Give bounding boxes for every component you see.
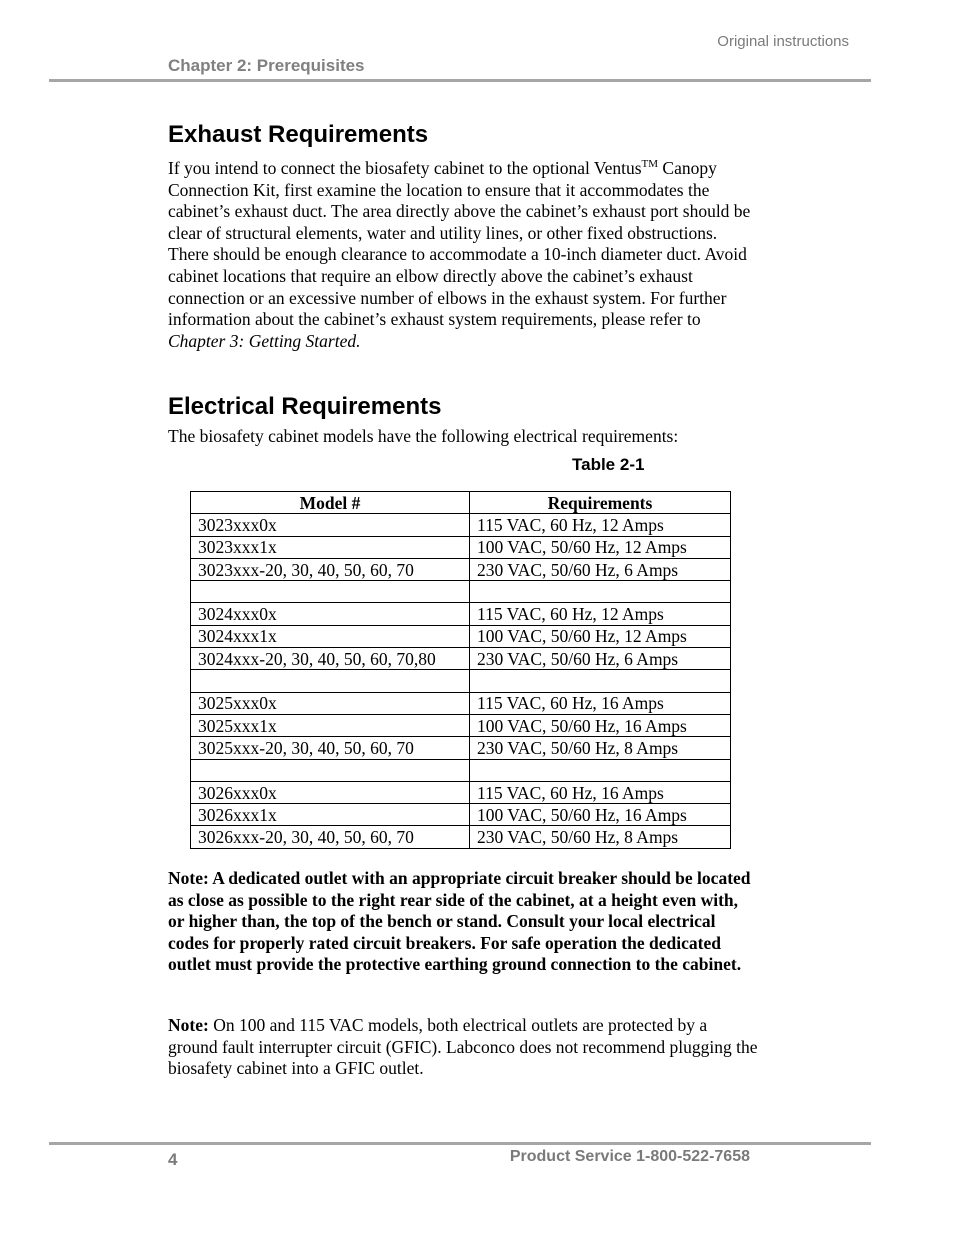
table-row bbox=[191, 692, 731, 714]
requirement-cell: 115 VAC, 60 Hz, 16 Amps bbox=[470, 692, 731, 714]
requirement-cell: 230 VAC, 50/60 Hz, 8 Amps bbox=[470, 737, 731, 759]
model-cell: 3024xxx-20, 30, 40, 50, 60, 70,80 bbox=[191, 648, 470, 670]
requirement-cell bbox=[470, 670, 731, 692]
table-row bbox=[191, 670, 731, 692]
model-cell: 3026xxx1x bbox=[191, 804, 470, 826]
model-cell: 3026xxx0x bbox=[191, 781, 470, 803]
requirement-cell bbox=[470, 759, 731, 781]
table-row bbox=[191, 826, 731, 848]
requirement-cell bbox=[470, 581, 731, 603]
table-caption: Table 2-1 bbox=[572, 455, 645, 474]
electrical-heading: Electrical Requirements bbox=[168, 393, 442, 420]
table-row bbox=[191, 625, 731, 647]
column-header-model: Model # bbox=[191, 492, 470, 514]
product-service-phone: Product Service 1-800-522-7658 bbox=[509, 1148, 750, 1165]
table-row bbox=[191, 759, 731, 781]
page-number: 4 bbox=[168, 1150, 178, 1169]
model-cell: 3025xxx-20, 30, 40, 50, 60, 70 bbox=[191, 737, 470, 759]
model-cell: 3025xxx1x bbox=[191, 714, 470, 736]
requirement-cell: 100 VAC, 50/60 Hz, 16 Amps bbox=[470, 804, 731, 826]
table-row bbox=[191, 536, 731, 558]
table-row bbox=[191, 648, 731, 670]
header-divider bbox=[49, 79, 871, 82]
requirement-cell: 100 VAC, 50/60 Hz, 12 Amps bbox=[470, 625, 731, 647]
table-row bbox=[191, 737, 731, 759]
requirement-cell: 230 VAC, 50/60 Hz, 8 Amps bbox=[470, 826, 731, 848]
table-row bbox=[191, 581, 731, 603]
table-header-row bbox=[191, 492, 731, 514]
model-cell: 3024xxx0x bbox=[191, 603, 470, 625]
table-row bbox=[191, 514, 731, 536]
requirement-cell: 230 VAC, 50/60 Hz, 6 Amps bbox=[470, 648, 731, 670]
model-cell: 3023xxx-20, 30, 40, 50, 60, 70 bbox=[191, 558, 470, 580]
model-cell: 3025xxx0x bbox=[191, 692, 470, 714]
requirement-cell: 115 VAC, 60 Hz, 12 Amps bbox=[470, 603, 731, 625]
electrical-intro: The biosafety cabinet models have the following electrical requirements: bbox=[168, 426, 679, 446]
original-instructions-label: Original instructions bbox=[717, 33, 849, 50]
model-cell: 3023xxx1x bbox=[191, 536, 470, 558]
table-row bbox=[191, 804, 731, 826]
table-row bbox=[191, 558, 731, 580]
chapter-reference: Chapter 3: Getting Started. bbox=[168, 330, 361, 351]
exhaust-paragraph: If you intend to connect the biosafety cabinet to the optional Ventus™ Canopy Connection Kit, first examine the location to ensure that it accommodates the cabinet’s exhaust duct. The area directly above the cabinet’s exhaust port should be clear of structural elements, water and utility lines, or other fixed obstructions. There should be enough clearance to accommodate a 10-inch diameter duct. Avoid cabinet locations that require an elbow directly above the cabinet’s exhaust connection or an excessive number of elbows in the exhaust system. For further information about the cabinet’s exhaust system requirements, please refer to Chapter 3: Getting Started. bbox=[168, 158, 751, 351]
model-cell: 3024xxx1x bbox=[191, 625, 470, 647]
requirement-cell: 115 VAC, 60 Hz, 16 Amps bbox=[470, 781, 731, 803]
model-cell: 3026xxx-20, 30, 40, 50, 60, 70 bbox=[191, 826, 470, 848]
requirement-cell: 115 VAC, 60 Hz, 12 Amps bbox=[470, 514, 731, 536]
column-header-requirements: Requirements bbox=[470, 492, 731, 514]
trademark-mark: TM bbox=[641, 158, 659, 171]
requirement-cell: 100 VAC, 50/60 Hz, 12 Amps bbox=[470, 536, 731, 558]
table-row bbox=[191, 603, 731, 625]
table-row bbox=[191, 714, 731, 736]
outlet-note: Note: A dedicated outlet with an appropriate circuit breaker should be located as close as possible to the right rear side of the cabinet, at a height even with, or higher than, the top of the bench or stand. Consult your local electrical codes for properly rated circuit breakers. For safe operation the dedicated outlet must provide the protective earthing ground connection to the cabinet. bbox=[168, 868, 751, 975]
requirement-cell: 230 VAC, 50/60 Hz, 6 Amps bbox=[470, 558, 731, 580]
model-cell bbox=[191, 581, 470, 603]
requirement-cell: 100 VAC, 50/60 Hz, 16 Amps bbox=[470, 714, 731, 736]
electrical-requirements-table bbox=[190, 491, 731, 849]
exhaust-heading: Exhaust Requirements bbox=[168, 121, 429, 148]
model-cell bbox=[191, 759, 470, 781]
gfic-note-label: Note: bbox=[168, 1015, 209, 1035]
chapter-title: Chapter 2: Prerequisites bbox=[168, 56, 365, 75]
gfic-note: Note: On 100 and 115 VAC models, both electrical outlets are protected by a ground fault interrupter circuit (GFIC). Labconco does not recommend plugging the biosafety cabinet into a GFIC outlet. bbox=[168, 1015, 758, 1079]
model-cell bbox=[191, 670, 470, 692]
table-row bbox=[191, 781, 731, 803]
model-cell: 3023xxx0x bbox=[191, 514, 470, 536]
footer-divider bbox=[49, 1142, 871, 1145]
